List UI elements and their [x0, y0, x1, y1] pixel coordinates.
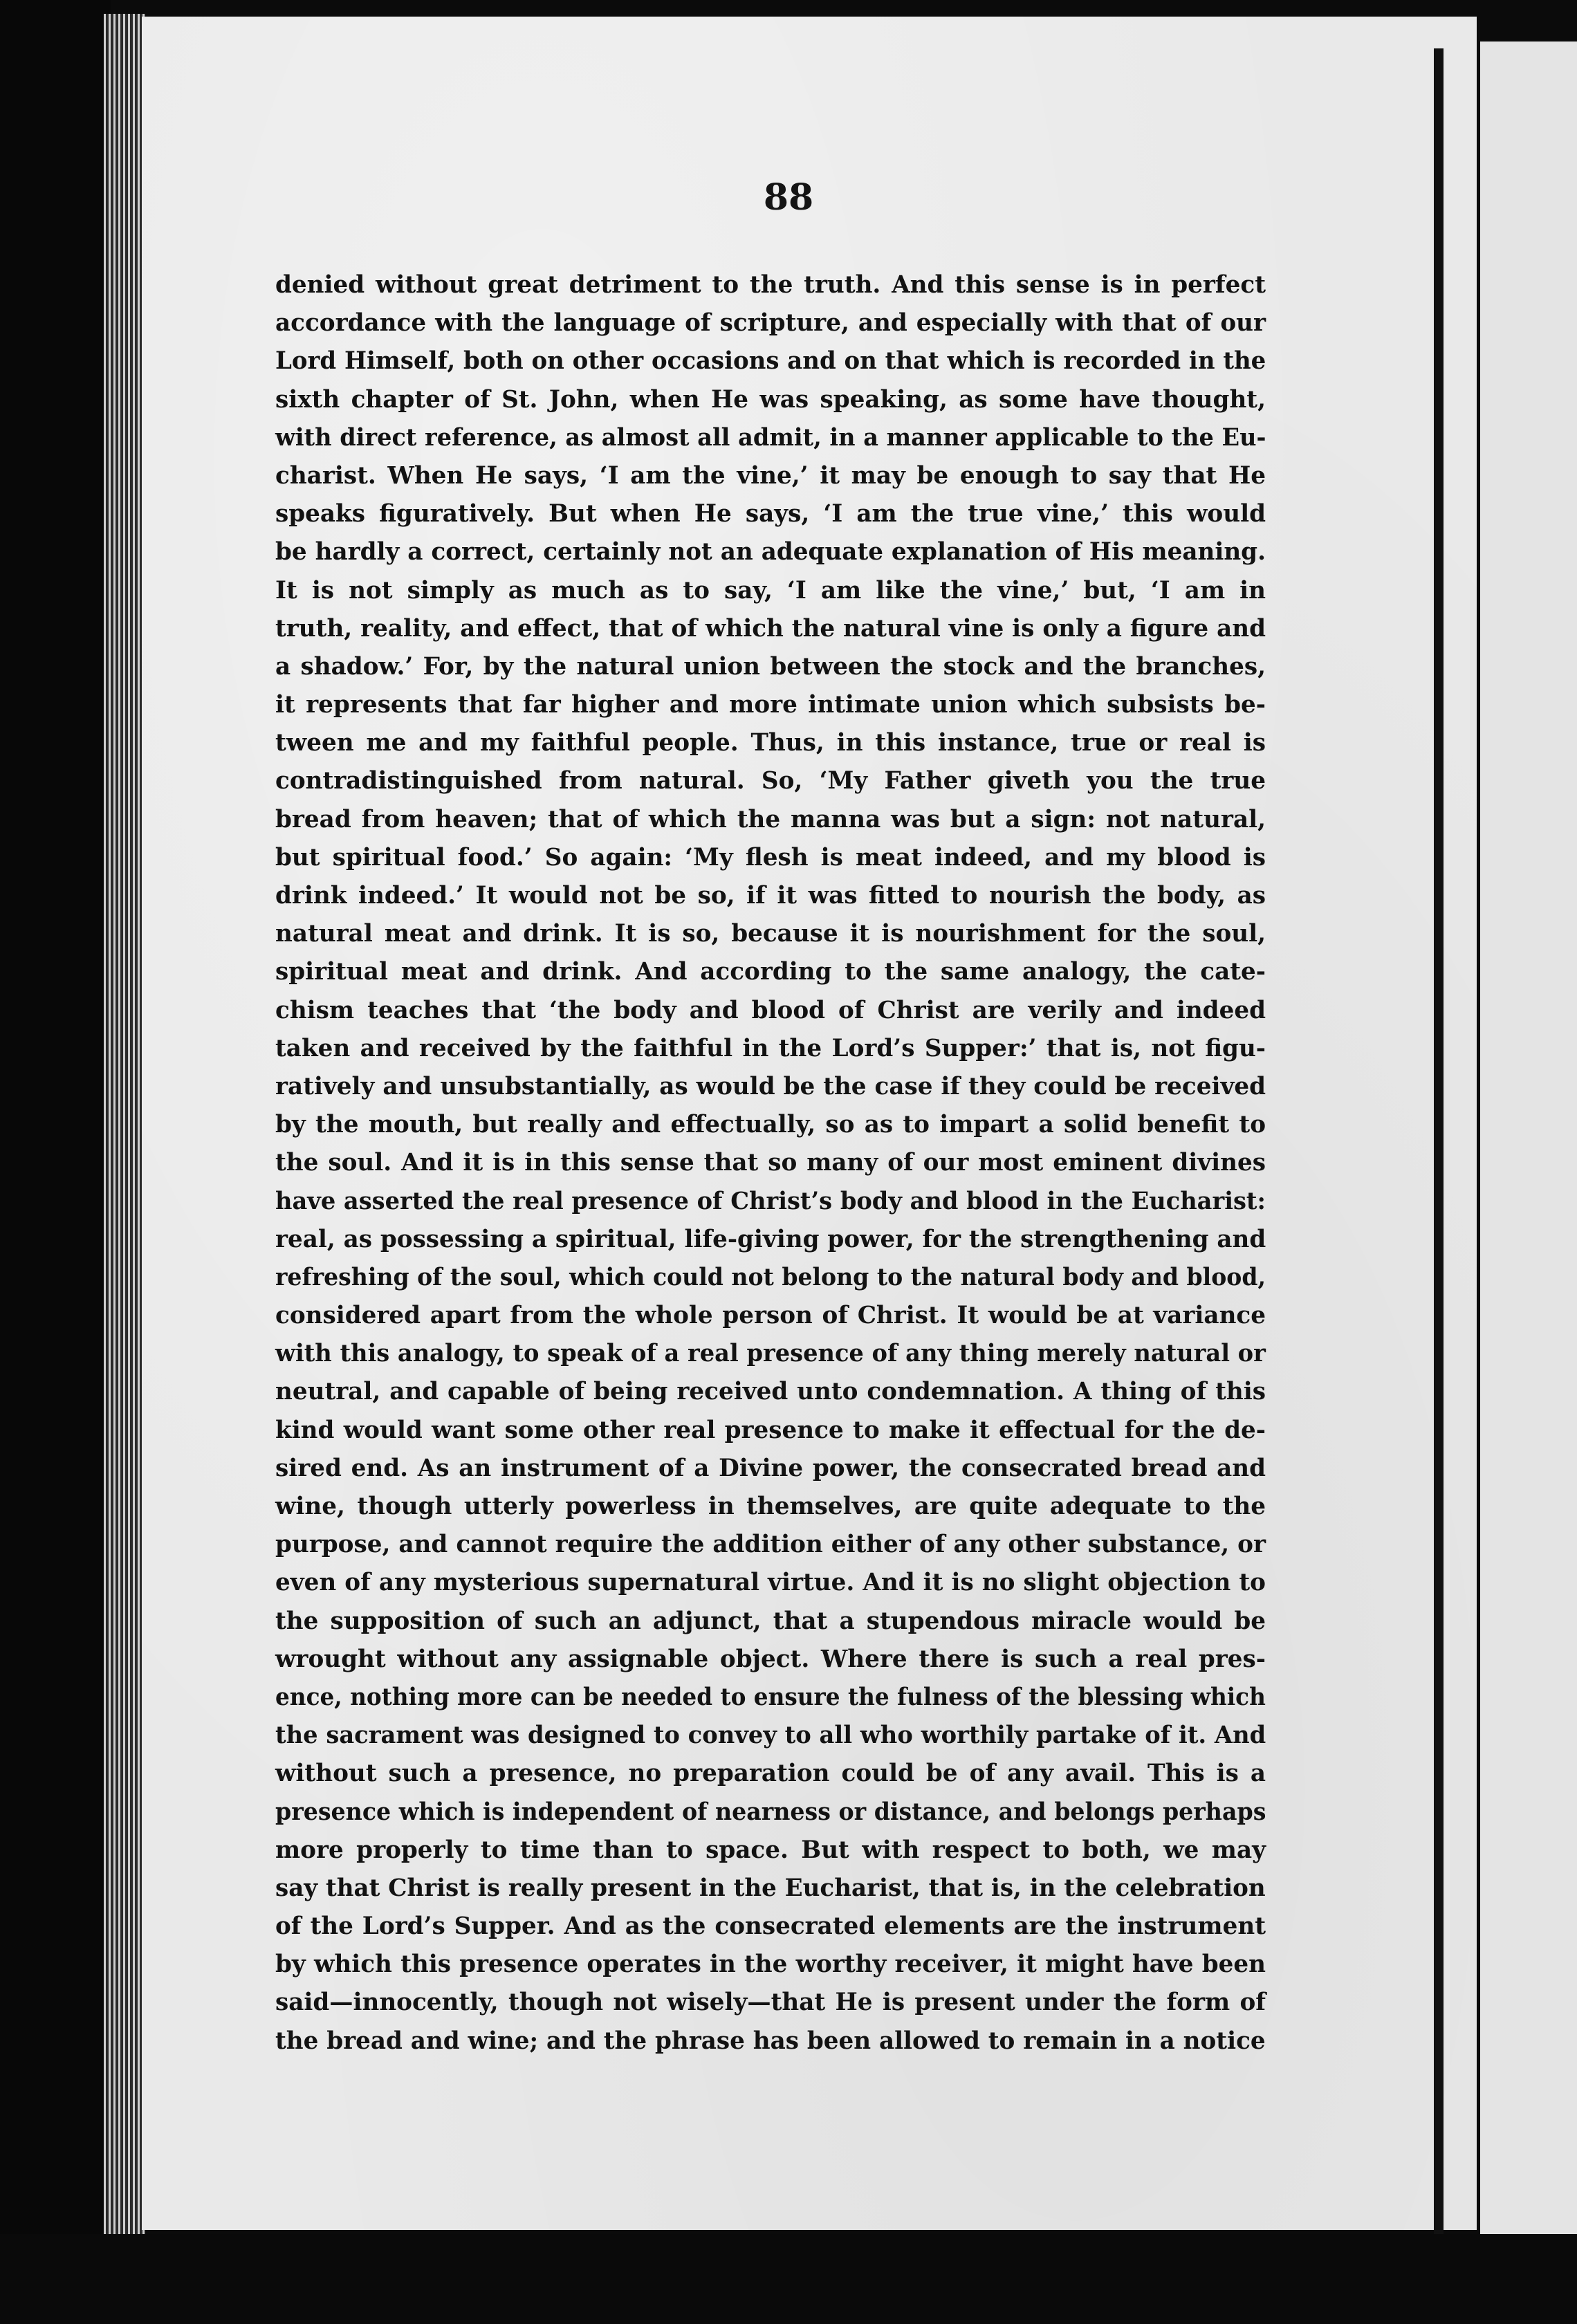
- text-line: the bread and wine; and the phrase has been allowed to remain in a notice: [275, 2027, 1266, 2055]
- text-line: a shadow.’ For, by the natural union between the stock and the branches,: [275, 652, 1266, 681]
- text-line: bread from heaven; that of which the manna was but a sign: not natural,: [275, 805, 1266, 833]
- text-line: presence which is independent of nearness or distance, and belongs perhaps: [275, 1798, 1266, 1826]
- text-line: contradistinguished from natural. So, ‘My Father giveth you the true: [275, 767, 1266, 795]
- text-line: refreshing of the soul, which could not belong to the natural body and blood,: [275, 1263, 1266, 1291]
- text-line: It is not simply as much as to say, ‘I am like the vine,’ but, ‘I am in: [275, 576, 1266, 605]
- text-line: with direct reference, as almost all admit, in a manner applicable to the Eu-: [275, 423, 1266, 452]
- text-line: drink indeed.’ It would not be so, if it was fitted to nourish the body, as: [275, 882, 1266, 910]
- text-line: by the mouth, but really and effectually, so as to impart a solid benefit to: [275, 1111, 1266, 1139]
- text-line: truth, reality, and effect, that of which the natural vine is only a figure and: [275, 614, 1266, 643]
- page-stack-edges: [104, 14, 145, 2234]
- text-line: sixth chapter of St. John, when He was speaking, as some have thought,: [275, 385, 1266, 414]
- text-line: the soul. And it is in this sense that so many of our most eminent divines: [275, 1149, 1266, 1177]
- text-line: purpose, and cannot require the addition either of any other substance, or: [275, 1531, 1266, 1559]
- body-text: [275, 266, 1266, 2060]
- text-line: ence, nothing more can be needed to ensure the fulness of the blessing which: [275, 1683, 1266, 1711]
- text-line: more properly to time than to space. But with respect to both, we may: [275, 1836, 1266, 1864]
- text-line: ratively and unsubstantially, as would be the case if they could be received: [275, 1072, 1266, 1100]
- binding-shadow: [0, 0, 111, 2324]
- text-line: wine, though utterly powerless in themselves, are quite adequate to the: [275, 1493, 1266, 1520]
- text-line: taken and received by the faithful in the Lord’s Supper:’ that is, not figu-: [275, 1034, 1266, 1062]
- text-line: charist. When He says, ‘I am the vine,’ it may be enough to say that He: [275, 461, 1266, 490]
- text-line: chism teaches that ‘the body and blood of Christ are verily and indeed: [275, 996, 1266, 1024]
- text-line: Lord Himself, both on other occasions and on that which is recorded in the: [275, 347, 1266, 376]
- text-line: the sacrament was designed to convey to all who worthily partake of it. And: [275, 1722, 1266, 1750]
- text-line: of the Lord’s Supper. And as the consecrated elements are the instrument: [275, 1912, 1266, 1941]
- text-line: spiritual meat and drink. And according to the same analogy, the cate-: [275, 958, 1266, 986]
- next-page-edge: [1480, 42, 1577, 2255]
- text-line: tween me and my faithful people. Thus, in this instance, true or real is: [275, 729, 1266, 757]
- text-line: considered apart from the whole person of Christ. It would be at variance: [275, 1302, 1266, 1330]
- text-line: said—innocently, though not wisely—that He is present under the form of: [275, 1989, 1266, 2017]
- text-line: natural meat and drink. It is so, because it is nourishment for the soul,: [275, 920, 1266, 948]
- text-line: real, as possessing a spiritual, life-giving power, for the strengthening and: [275, 1225, 1266, 1253]
- text-line: the supposition of such an adjunct, that a stupendous miracle would be: [275, 1607, 1266, 1635]
- text-line: even of any mysterious supernatural virtue. And it is no slight objection to: [275, 1569, 1266, 1597]
- page-fold-line: [1434, 48, 1444, 2241]
- text-line: be hardly a correct, certainly not an adequate explanation of His meaning.: [275, 538, 1266, 566]
- text-line: sired end. As an instrument of a Divine power, the consecrated bread and: [275, 1454, 1266, 1482]
- text-line: by which this presence operates in the worthy receiver, it might have been: [275, 1950, 1266, 1979]
- text-line: wrought without any assignable object. Where there is such a real pres-: [275, 1645, 1266, 1673]
- text-line: say that Christ is really present in the Eucharist, that is, in the celebration: [275, 1874, 1266, 1902]
- text-line: without such a presence, no preparation could be of any avail. This is a: [275, 1760, 1266, 1788]
- text-line: speaks figuratively. But when He says, ‘I am the true vine,’ this would: [275, 500, 1266, 528]
- text-line: accordance with the language of scripture, and especially with that of our: [275, 309, 1266, 338]
- page-number: 88: [763, 176, 814, 219]
- text-line: neutral, and capable of being received unto condemnation. A thing of this: [275, 1378, 1266, 1406]
- text-line: it represents that far higher and more intimate union which subsists be-: [275, 691, 1266, 719]
- text-line: denied without great detriment to the truth. And this sense is in perfect: [275, 271, 1266, 299]
- text-line: but spiritual food.’ So again: ‘My flesh is meat indeed, and my blood is: [275, 843, 1266, 872]
- text-line: have asserted the real presence of Christ’s body and blood in the Eucharist:: [275, 1187, 1266, 1215]
- text-line: with this analogy, to speak of a real presence of any thing merely natural or: [275, 1340, 1266, 1368]
- text-line: kind would want some other real presence to make it effectual for the de-: [275, 1416, 1266, 1444]
- bottom-shadow: [0, 2234, 1577, 2324]
